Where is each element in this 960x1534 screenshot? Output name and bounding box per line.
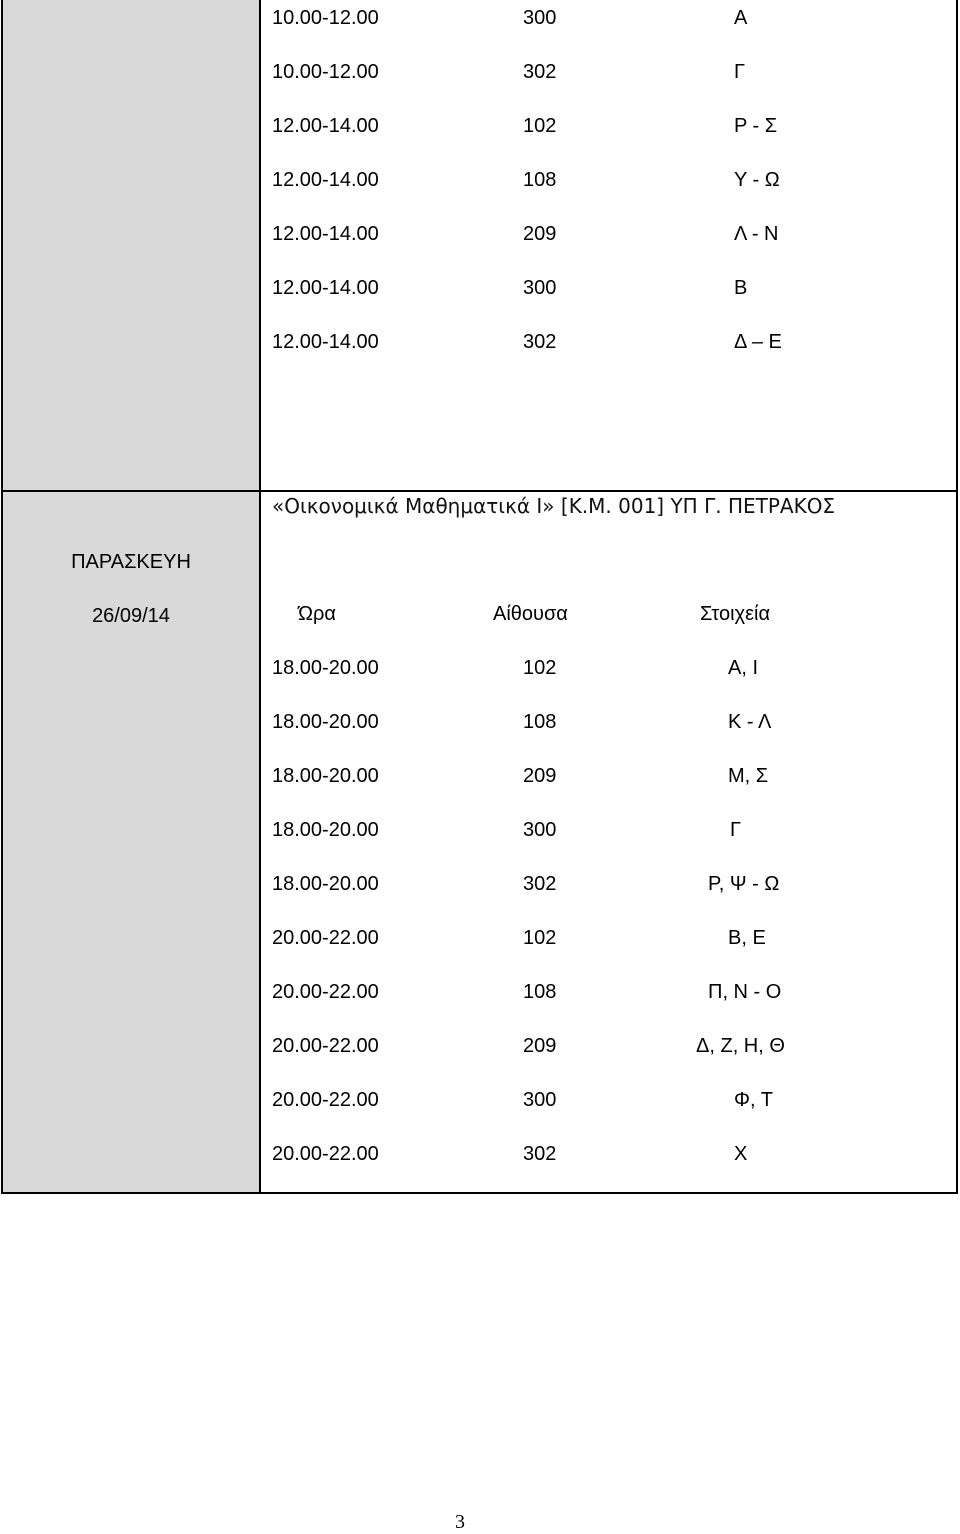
- info-cell: Ρ - Σ: [734, 115, 778, 137]
- time-cell: 18.00-20.00: [272, 819, 379, 841]
- room-cell: 302: [523, 873, 557, 895]
- time-cell: 18.00-20.00: [272, 765, 379, 787]
- room-cell: 302: [523, 1143, 557, 1165]
- time-cell: 18.00-20.00: [272, 711, 379, 733]
- room-cell: 209: [523, 765, 557, 787]
- table-row: [272, 60, 952, 84]
- page-number: 3: [455, 1511, 465, 1533]
- room-cell: 102: [523, 657, 557, 679]
- info-cell: Μ, Σ: [728, 765, 769, 787]
- header-room: Αίθουσα: [493, 603, 568, 625]
- info-cell: Ρ, Ψ - Ω: [708, 873, 780, 895]
- info-cell: Γ: [730, 819, 742, 841]
- time-cell: 18.00-20.00: [272, 873, 379, 895]
- room-cell: 300: [523, 1089, 557, 1111]
- table-row: [272, 710, 952, 734]
- table-row: [272, 926, 952, 950]
- table-row: [272, 656, 952, 680]
- table-row: [272, 114, 952, 138]
- info-cell: Γ: [734, 61, 746, 83]
- info-cell: Α, Ι: [728, 657, 759, 679]
- info-cell: Φ, Τ: [734, 1089, 773, 1111]
- table-row: [272, 168, 952, 192]
- info-cell: Α: [734, 7, 748, 29]
- time-cell: 20.00-22.00: [272, 981, 379, 1003]
- time-cell: 20.00-22.00: [272, 927, 379, 949]
- room-cell: 108: [523, 981, 557, 1003]
- time-cell: 20.00-22.00: [272, 1143, 379, 1165]
- info-cell: Π, Ν - Ο: [708, 981, 782, 1003]
- room-cell: 300: [523, 819, 557, 841]
- time-cell: 10.00-12.00: [272, 7, 379, 29]
- date-label: 26/09/14: [92, 605, 170, 627]
- time-cell: 12.00-14.00: [272, 169, 379, 191]
- room-cell: 102: [523, 927, 557, 949]
- header-info: Στοιχεία: [700, 603, 771, 625]
- table-row: [272, 330, 952, 354]
- time-cell: 10.00-12.00: [272, 61, 379, 83]
- course-title: «Οικονομικά Μαθηματικά Ι» [Κ.Μ. 001] ΥΠ Γ. ΠΕΤΡΑΚΟΣ: [272, 494, 836, 518]
- table-row: [272, 764, 952, 788]
- room-cell: 108: [523, 169, 557, 191]
- info-cell: Δ – Ε: [734, 331, 782, 353]
- table-row: [272, 980, 952, 1004]
- table-row: [272, 6, 952, 30]
- table-row: [272, 1088, 952, 1112]
- info-cell: Β, Ε: [728, 927, 766, 949]
- table-row: [272, 1034, 952, 1058]
- info-cell: Κ - Λ: [728, 711, 772, 733]
- room-cell: 209: [523, 1035, 557, 1057]
- room-cell: 300: [523, 7, 557, 29]
- time-cell: 12.00-14.00: [272, 115, 379, 137]
- day-label: ΠΑΡΑΣΚΕΥΗ: [71, 551, 191, 573]
- info-cell: Υ - Ω: [734, 169, 780, 191]
- time-cell: 12.00-14.00: [272, 277, 379, 299]
- time-cell: 20.00-22.00: [272, 1089, 379, 1111]
- day-column: [3, 0, 261, 1192]
- table-row: [272, 872, 952, 896]
- info-cell: Β: [734, 277, 748, 299]
- room-cell: 108: [523, 711, 557, 733]
- room-cell: 302: [523, 331, 557, 353]
- info-cell: Δ, Ζ, Η, Θ: [696, 1035, 785, 1057]
- table-row: [272, 276, 952, 300]
- table-row: [272, 222, 952, 246]
- room-cell: 209: [523, 223, 557, 245]
- room-cell: 300: [523, 277, 557, 299]
- info-cell: Λ - Ν: [734, 223, 779, 245]
- table-row: [272, 1142, 952, 1166]
- room-cell: 302: [523, 61, 557, 83]
- header-time: Ώρα: [298, 603, 336, 625]
- table-row: [272, 818, 952, 842]
- time-cell: 20.00-22.00: [272, 1035, 379, 1057]
- time-cell: 18.00-20.00: [272, 657, 379, 679]
- info-cell: Χ: [734, 1143, 748, 1165]
- time-cell: 12.00-14.00: [272, 331, 379, 353]
- row-divider: [1, 490, 958, 492]
- time-cell: 12.00-14.00: [272, 223, 379, 245]
- room-cell: 102: [523, 115, 557, 137]
